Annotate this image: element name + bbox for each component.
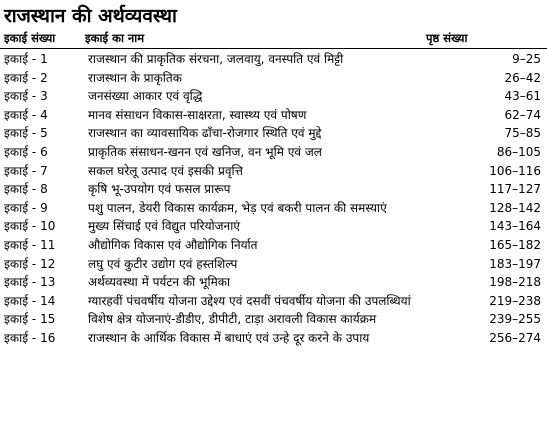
unit-name: औद्योगिक विकास एवं औद्योगिक निर्यात [88,237,258,252]
unit-number: इकाई - 4 [4,107,48,122]
unit-number: इकाई - 12 [4,256,56,271]
unit-number: इकाई - 2 [4,70,48,85]
unit-number: इकाई - 9 [4,200,48,215]
unit-name: राजस्थान के प्राकृतिक [88,70,182,85]
page-range: 239–255 [489,312,541,327]
unit-name: अर्थव्यवस्था में पर्यटन की भूमिका [88,275,231,290]
page-range: 219–238 [489,293,541,308]
unit-number: इकाई - 3 [4,89,48,104]
unit-name: कृषि भू-उपयोग एवं फसल प्रारूप [88,182,231,197]
table-row [0,217,547,236]
unit-number: इकाई - 6 [4,144,48,159]
unit-name: पशु पालन, डेयरी विकास कार्यक्रम, भेड़ एवं बकरी पालन की समस्याएं [88,200,387,215]
table-row [0,329,547,348]
unit-name: मुख्य सिंचाई एवं विद्युत परियोजनाएं [88,219,240,234]
page-range: 183–197 [489,256,541,271]
unit-name: मानव संसाधन विकास-साक्षरता, स्वास्थ्य एवं पोषण [88,107,307,122]
table-row [0,143,547,162]
table-row [0,106,547,125]
page-range: 117–127 [489,182,541,197]
unit-number: इकाई - 11 [4,237,56,252]
unit-name: राजस्थान का व्यावसायिक ढाँचा-रोजगार स्थिति एवं मुद्दे [88,126,322,141]
unit-name: सकल घरेलू उत्पाद एवं इसकी प्रवृत्ति [88,163,243,178]
table-row [0,124,547,143]
unit-number: इकाई - 8 [4,182,48,197]
unit-number: इकाई - 16 [4,330,56,345]
page-range: 86–105 [496,144,541,159]
table-header [0,30,547,48]
page-range: 143–164 [489,219,541,234]
page-title: राजस्थान की अर्थव्यवस्था [4,5,177,27]
page-range: 165–182 [489,237,541,252]
unit-number: इकाई - 13 [4,275,56,290]
page-range: 198–218 [489,275,541,290]
unit-name: राजस्थान के आर्थिक विकास में बाधाएं एवं उन्हे दूर करने के उपाय [88,330,370,345]
unit-name: राजस्थान की प्राकृतिक संरचना, जलवायु, वनस्पति एवं मिट्टी [88,52,344,66]
header-unit-name: इकाई का नाम [85,31,145,45]
table-row [0,292,547,311]
page-range: 62–74 [504,107,541,122]
table-row [0,162,547,181]
unit-number: इकाई - 7 [4,163,48,178]
page-range: 106–116 [489,163,541,178]
header-unit-number: इकाई संख्या [4,31,56,45]
unit-name: जनसंख्या आकार एवं वृद्धि [88,89,203,104]
table-row [0,236,547,255]
unit-number: इकाई - 14 [4,293,56,308]
table-of-contents [0,50,547,348]
unit-number: इकाई - 10 [4,219,56,234]
page-range: 9–25 [512,52,541,66]
table-row [0,180,547,199]
unit-number: इकाई - 15 [4,312,56,327]
unit-number: इकाई - 5 [4,126,48,141]
unit-name: विशेष क्षेत्र योजनाएं-डीडीए, डीपीटी, टाड़ा अरावली विकास कार्यक्रम [88,312,377,327]
table-row [0,310,547,329]
table-row [0,199,547,218]
unit-name: लघु एवं कुटीर उद्योग एवं हस्तशिल्प [88,256,238,271]
table-row [0,69,547,88]
header-divider [0,48,547,49]
page-range: 256–274 [489,330,541,345]
page-range: 43–61 [504,89,541,104]
unit-number: इकाई - 1 [4,52,48,66]
unit-name: प्राकृतिक संसाधन-खनन एवं खनिज, वन भूमि एवं जल [88,144,322,159]
table-row [0,273,547,292]
page-range: 75–85 [504,126,541,141]
table-row [0,50,547,69]
table-row [0,87,547,106]
page-range: 26–42 [504,70,541,85]
unit-name: ग्यारहवीं पंचवर्षीय योजना उद्देश्य एवं दसवीं पंचवर्षीय योजना की उपलब्धियां [88,293,411,308]
table-row [0,255,547,274]
page-range: 128–142 [489,200,541,215]
header-page-number: पृष्ठ संख्या [426,31,468,45]
